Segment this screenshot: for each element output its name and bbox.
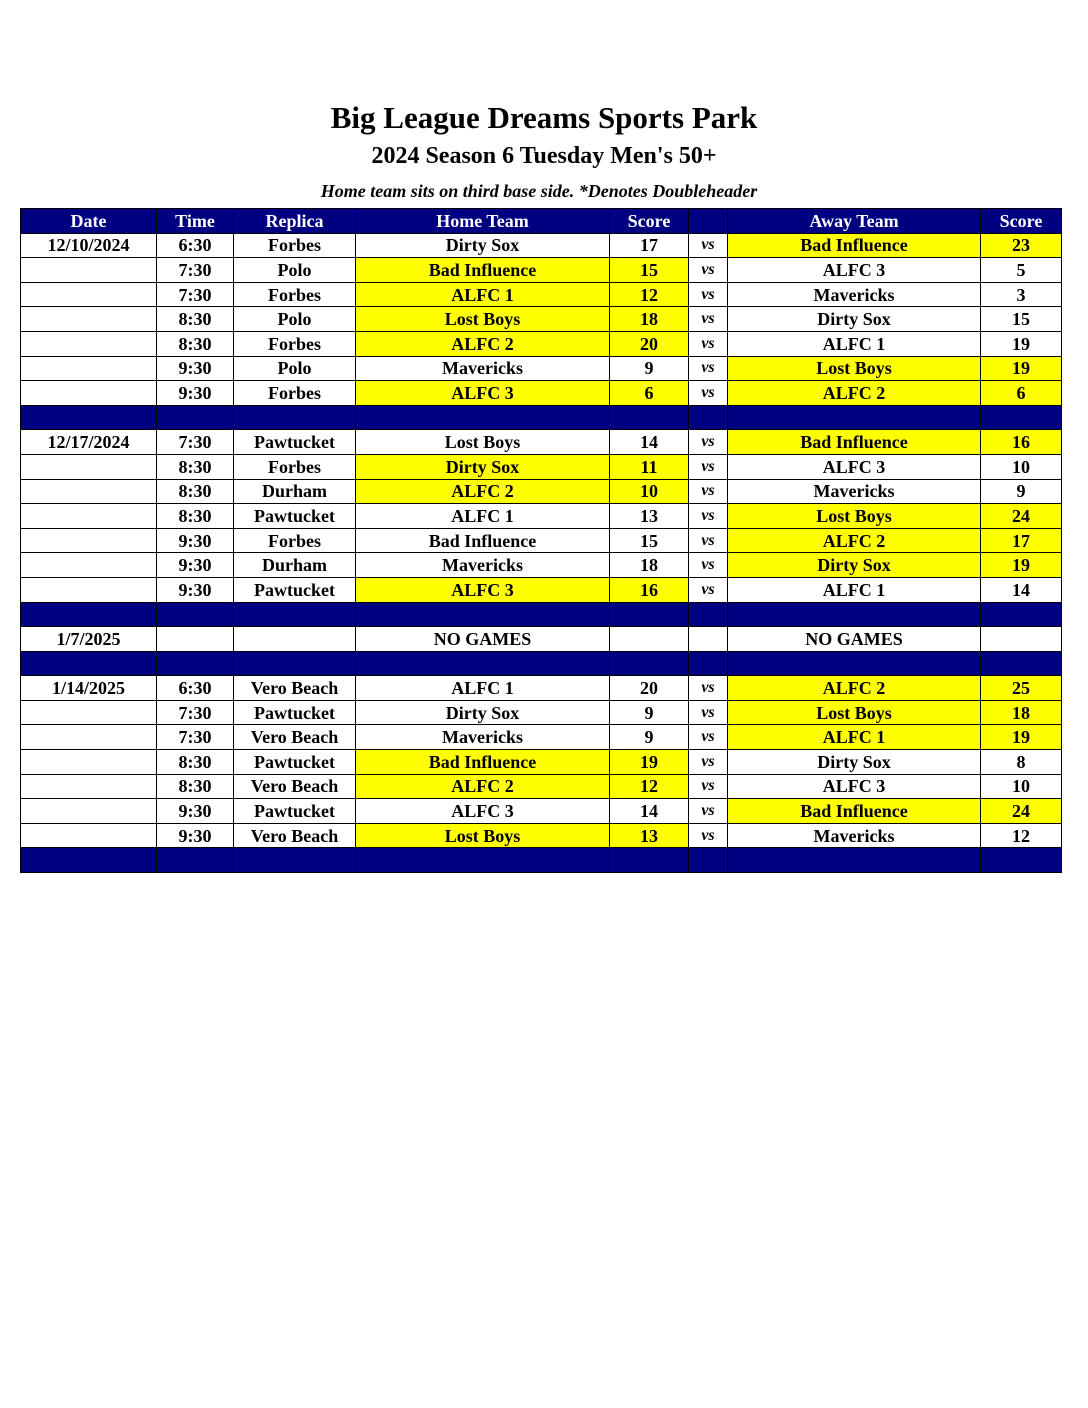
date-cell [21, 479, 157, 504]
vs-cell: vs [689, 774, 728, 799]
away-score-cell: 10 [981, 774, 1062, 799]
away-team-cell: ALFC 3 [728, 774, 981, 799]
separator-cell [21, 405, 157, 430]
replica-cell: Polo [234, 307, 356, 332]
time-cell: 9:30 [157, 528, 234, 553]
home-team-cell: ALFC 3 [356, 577, 610, 602]
vs-cell: vs [689, 454, 728, 479]
date-cell [21, 282, 157, 307]
game-row [21, 577, 1062, 602]
game-row [21, 430, 1062, 455]
home-team-cell: ALFC 2 [356, 331, 610, 356]
home-team-cell: Mavericks [356, 725, 610, 750]
time-cell: 9:30 [157, 823, 234, 848]
separator-cell [21, 602, 157, 627]
game-row [21, 774, 1062, 799]
away-score-cell: 6 [981, 381, 1062, 406]
game-row [21, 823, 1062, 848]
date-cell [21, 356, 157, 381]
separator-cell [689, 405, 728, 430]
away-score-cell: 5 [981, 258, 1062, 283]
home-score-cell: 13 [610, 504, 689, 529]
separator-cell [234, 405, 356, 430]
game-row [21, 700, 1062, 725]
home-team-cell: Dirty Sox [356, 700, 610, 725]
away-score-cell: 19 [981, 553, 1062, 578]
home-score-cell: 6 [610, 381, 689, 406]
vs-cell: vs [689, 799, 728, 824]
schedule-table [20, 208, 1062, 873]
separator-cell [610, 405, 689, 430]
separator-cell [689, 651, 728, 676]
vs-cell: vs [689, 331, 728, 356]
time-cell [157, 627, 234, 652]
away-team-cell: Bad Influence [728, 430, 981, 455]
date-cell [21, 504, 157, 529]
replica-cell: Pawtucket [234, 750, 356, 775]
time-cell: 8:30 [157, 750, 234, 775]
away-score-cell: 16 [981, 430, 1062, 455]
separator-cell [728, 405, 981, 430]
replica-cell: Forbes [234, 454, 356, 479]
game-row [21, 258, 1062, 283]
replica-cell [234, 627, 356, 652]
away-team-cell: ALFC 1 [728, 577, 981, 602]
separator-cell [356, 651, 610, 676]
game-row [21, 504, 1062, 529]
home-team-cell: Dirty Sox [356, 454, 610, 479]
time-cell: 8:30 [157, 331, 234, 356]
time-cell: 7:30 [157, 725, 234, 750]
away-team-cell: Mavericks [728, 282, 981, 307]
separator-cell [21, 651, 157, 676]
separator-cell [610, 602, 689, 627]
home-team-cell: NO GAMES [356, 627, 610, 652]
separator-cell [981, 405, 1062, 430]
replica-cell: Forbes [234, 381, 356, 406]
header-date: Date [21, 209, 157, 234]
replica-cell: Durham [234, 553, 356, 578]
header-away-score: Score [981, 209, 1062, 234]
away-score-cell: 3 [981, 282, 1062, 307]
separator-cell [21, 848, 157, 873]
time-cell: 9:30 [157, 799, 234, 824]
home-score-cell: 20 [610, 676, 689, 701]
separator-cell [356, 848, 610, 873]
header-time: Time [157, 209, 234, 234]
vs-cell: vs [689, 750, 728, 775]
page-subtitle: 2024 Season 6 Tuesday Men's 50+ [371, 143, 717, 169]
separator-row [21, 651, 1062, 676]
away-score-cell: 19 [981, 356, 1062, 381]
vs-cell: vs [689, 676, 728, 701]
away-score-cell: 9 [981, 479, 1062, 504]
separator-cell [356, 405, 610, 430]
away-score-cell: 19 [981, 331, 1062, 356]
away-team-cell: Mavericks [728, 823, 981, 848]
home-team-cell: ALFC 3 [356, 799, 610, 824]
away-team-cell: NO GAMES [728, 627, 981, 652]
home-team-cell: Lost Boys [356, 823, 610, 848]
away-team-cell: Mavericks [728, 479, 981, 504]
date-cell: 12/10/2024 [21, 233, 157, 258]
header-row [21, 209, 1062, 234]
header-vs [689, 209, 728, 234]
away-score-cell: 14 [981, 577, 1062, 602]
away-team-cell: ALFC 1 [728, 331, 981, 356]
replica-cell: Pawtucket [234, 430, 356, 455]
time-cell: 9:30 [157, 356, 234, 381]
replica-cell: Pawtucket [234, 577, 356, 602]
time-cell: 8:30 [157, 504, 234, 529]
away-team-cell: Dirty Sox [728, 553, 981, 578]
home-team-cell: ALFC 2 [356, 479, 610, 504]
separator-cell [157, 405, 234, 430]
replica-cell: Pawtucket [234, 504, 356, 529]
away-team-cell: Lost Boys [728, 700, 981, 725]
away-team-cell: Lost Boys [728, 504, 981, 529]
game-row [21, 356, 1062, 381]
game-row [21, 307, 1062, 332]
game-row [21, 750, 1062, 775]
home-team-cell: ALFC 1 [356, 676, 610, 701]
vs-cell: vs [689, 258, 728, 283]
vs-cell: vs [689, 307, 728, 332]
separator-cell [356, 602, 610, 627]
home-score-cell: 12 [610, 282, 689, 307]
separator-cell [689, 602, 728, 627]
separator-cell [728, 602, 981, 627]
date-cell [21, 258, 157, 283]
date-cell [21, 750, 157, 775]
away-team-cell: ALFC 1 [728, 725, 981, 750]
home-team-cell: ALFC 1 [356, 282, 610, 307]
game-row [21, 454, 1062, 479]
away-team-cell: ALFC 2 [728, 676, 981, 701]
away-team-cell: Bad Influence [728, 799, 981, 824]
away-score-cell: 18 [981, 700, 1062, 725]
vs-cell: vs [689, 504, 728, 529]
away-score-cell: 8 [981, 750, 1062, 775]
away-score-cell [981, 627, 1062, 652]
date-cell [21, 799, 157, 824]
separator-cell [234, 602, 356, 627]
replica-cell: Forbes [234, 331, 356, 356]
replica-cell: Pawtucket [234, 700, 356, 725]
game-row [21, 725, 1062, 750]
replica-cell: Polo [234, 356, 356, 381]
away-team-cell: Dirty Sox [728, 750, 981, 775]
home-team-cell: ALFC 2 [356, 774, 610, 799]
home-team-cell: Mavericks [356, 356, 610, 381]
away-score-cell: 10 [981, 454, 1062, 479]
time-cell: 8:30 [157, 454, 234, 479]
home-score-cell: 12 [610, 774, 689, 799]
time-cell: 7:30 [157, 258, 234, 283]
away-score-cell: 19 [981, 725, 1062, 750]
time-cell: 7:30 [157, 430, 234, 455]
replica-cell: Pawtucket [234, 799, 356, 824]
date-cell [21, 454, 157, 479]
home-score-cell: 9 [610, 356, 689, 381]
date-cell [21, 553, 157, 578]
header-home-score: Score [610, 209, 689, 234]
replica-cell: Forbes [234, 528, 356, 553]
home-team-cell: ALFC 1 [356, 504, 610, 529]
away-score-cell: 12 [981, 823, 1062, 848]
replica-cell: Polo [234, 258, 356, 283]
home-score-cell: 19 [610, 750, 689, 775]
away-team-cell: ALFC 3 [728, 258, 981, 283]
home-score-cell: 15 [610, 258, 689, 283]
vs-cell: vs [689, 233, 728, 258]
date-cell [21, 307, 157, 332]
date-cell: 1/7/2025 [21, 627, 157, 652]
game-row [21, 233, 1062, 258]
home-score-cell: 16 [610, 577, 689, 602]
home-score-cell: 15 [610, 528, 689, 553]
vs-cell: vs [689, 577, 728, 602]
no-games-row [21, 627, 1062, 652]
home-score-cell: 13 [610, 823, 689, 848]
separator-cell [981, 602, 1062, 627]
date-cell [21, 823, 157, 848]
game-row [21, 676, 1062, 701]
vs-cell: vs [689, 528, 728, 553]
away-team-cell: Bad Influence [728, 233, 981, 258]
separator-cell [728, 848, 981, 873]
home-score-cell: 18 [610, 553, 689, 578]
replica-cell: Vero Beach [234, 725, 356, 750]
date-cell [21, 725, 157, 750]
home-team-cell: Lost Boys [356, 430, 610, 455]
time-cell: 7:30 [157, 700, 234, 725]
time-cell: 9:30 [157, 577, 234, 602]
separator-cell [157, 848, 234, 873]
header-away-team: Away Team [728, 209, 981, 234]
date-cell [21, 577, 157, 602]
page-title: Big League Dreams Sports Park [330, 100, 758, 135]
replica-cell: Forbes [234, 282, 356, 307]
home-team-cell: Mavericks [356, 553, 610, 578]
vs-cell [689, 627, 728, 652]
vs-cell: vs [689, 282, 728, 307]
away-score-cell: 17 [981, 528, 1062, 553]
date-cell [21, 528, 157, 553]
away-team-cell: Lost Boys [728, 356, 981, 381]
separator-cell [610, 651, 689, 676]
time-cell: 8:30 [157, 479, 234, 504]
header-replica: Replica [234, 209, 356, 234]
away-team-cell: ALFC 2 [728, 528, 981, 553]
home-score-cell: 17 [610, 233, 689, 258]
replica-cell: Forbes [234, 233, 356, 258]
replica-cell: Vero Beach [234, 676, 356, 701]
game-row [21, 799, 1062, 824]
time-cell: 8:30 [157, 774, 234, 799]
game-row [21, 553, 1062, 578]
separator-row [21, 405, 1062, 430]
date-cell: 1/14/2025 [21, 676, 157, 701]
separator-row [21, 602, 1062, 627]
schedule-note: Home team sits on third base side. *Denotes Doubleheader [320, 181, 758, 201]
home-score-cell: 14 [610, 430, 689, 455]
replica-cell: Durham [234, 479, 356, 504]
away-team-cell: Dirty Sox [728, 307, 981, 332]
separator-cell [689, 848, 728, 873]
home-score-cell: 14 [610, 799, 689, 824]
home-team-cell: Dirty Sox [356, 233, 610, 258]
time-cell: 6:30 [157, 233, 234, 258]
home-team-cell: ALFC 3 [356, 381, 610, 406]
home-team-cell: Lost Boys [356, 307, 610, 332]
vs-cell: vs [689, 356, 728, 381]
game-row [21, 479, 1062, 504]
game-row [21, 282, 1062, 307]
separator-row [21, 848, 1062, 873]
separator-cell [157, 602, 234, 627]
date-cell [21, 331, 157, 356]
separator-cell [981, 651, 1062, 676]
home-score-cell [610, 627, 689, 652]
vs-cell: vs [689, 823, 728, 848]
vs-cell: vs [689, 725, 728, 750]
vs-cell: vs [689, 700, 728, 725]
time-cell: 8:30 [157, 307, 234, 332]
home-score-cell: 20 [610, 331, 689, 356]
separator-cell [157, 651, 234, 676]
separator-cell [234, 651, 356, 676]
header-home-team: Home Team [356, 209, 610, 234]
vs-cell: vs [689, 479, 728, 504]
home-team-cell: Bad Influence [356, 528, 610, 553]
separator-cell [728, 651, 981, 676]
away-score-cell: 24 [981, 799, 1062, 824]
vs-cell: vs [689, 430, 728, 455]
home-team-cell: Bad Influence [356, 750, 610, 775]
away-score-cell: 24 [981, 504, 1062, 529]
home-team-cell: Bad Influence [356, 258, 610, 283]
game-row [21, 331, 1062, 356]
separator-cell [610, 848, 689, 873]
replica-cell: Vero Beach [234, 823, 356, 848]
separator-cell [981, 848, 1062, 873]
time-cell: 9:30 [157, 553, 234, 578]
home-score-cell: 9 [610, 700, 689, 725]
game-row [21, 528, 1062, 553]
separator-cell [234, 848, 356, 873]
replica-cell: Vero Beach [234, 774, 356, 799]
away-score-cell: 25 [981, 676, 1062, 701]
game-row [21, 381, 1062, 406]
home-score-cell: 11 [610, 454, 689, 479]
time-cell: 6:30 [157, 676, 234, 701]
away-score-cell: 15 [981, 307, 1062, 332]
date-cell [21, 700, 157, 725]
time-cell: 7:30 [157, 282, 234, 307]
home-score-cell: 9 [610, 725, 689, 750]
away-team-cell: ALFC 3 [728, 454, 981, 479]
vs-cell: vs [689, 381, 728, 406]
date-cell [21, 774, 157, 799]
away-score-cell: 23 [981, 233, 1062, 258]
vs-cell: vs [689, 553, 728, 578]
away-team-cell: ALFC 2 [728, 381, 981, 406]
home-score-cell: 10 [610, 479, 689, 504]
date-cell [21, 381, 157, 406]
home-score-cell: 18 [610, 307, 689, 332]
date-cell: 12/17/2024 [21, 430, 157, 455]
time-cell: 9:30 [157, 381, 234, 406]
